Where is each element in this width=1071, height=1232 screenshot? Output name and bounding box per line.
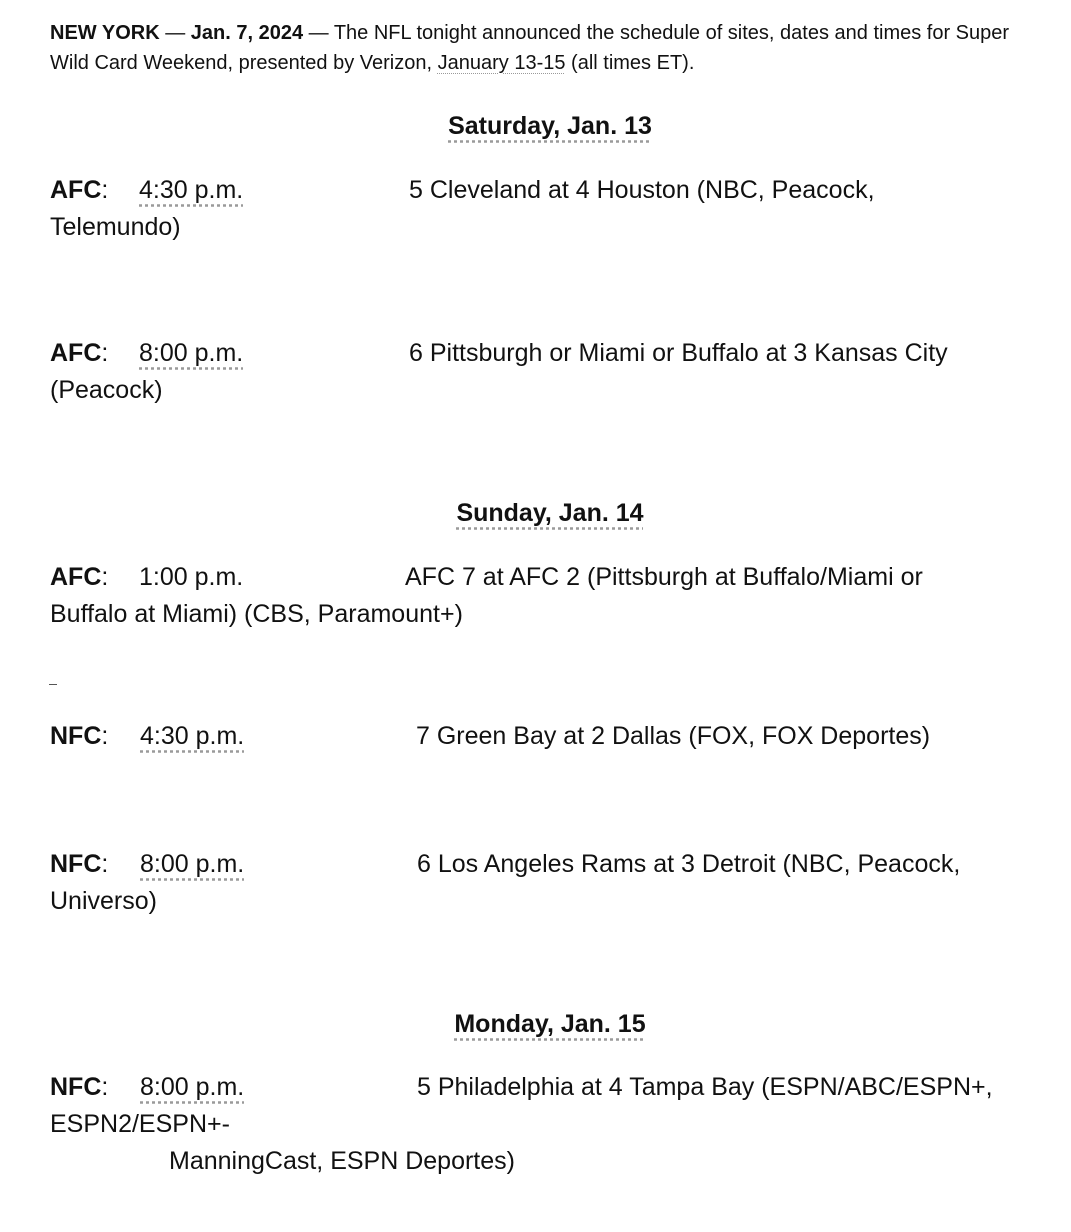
game-row	[50, 718, 1040, 755]
conference-colon: :	[101, 1073, 109, 1101]
day-heading-label[interactable]: Saturday, Jan. 13	[448, 112, 652, 140]
game-time	[140, 1069, 244, 1106]
conference-colon: :	[101, 339, 109, 367]
game-row	[50, 172, 1040, 246]
conference-label: NFC	[50, 1073, 102, 1101]
intro-text: — The NFL tonight announced the schedule of sites, dates and times for Super Wild Card Weekend, presented by Verizon,	[50, 22, 1010, 74]
day-heading-sunday	[0, 499, 1071, 528]
game-matchup: 7 Green Bay at 2 Dallas (FOX, FOX Deportes)	[416, 722, 931, 750]
game-matchup: 6 Los Angeles Rams at 3 Detroit (NBC, Peacock,	[417, 850, 961, 878]
game-row	[50, 1069, 1040, 1180]
dateline-separator: —	[159, 22, 191, 44]
game-matchup-continued-2: ManningCast, ESPN Deportes)	[169, 1147, 515, 1175]
game-matchup: AFC 7 at AFC 2 (Pittsburgh at Buffalo/Miami or	[405, 563, 923, 591]
day-heading-label[interactable]: Sunday, Jan. 14	[456, 499, 644, 527]
date-range-link[interactable]: January 13-15	[437, 52, 566, 74]
game-time-link[interactable]: 8:00 p.m.	[139, 339, 244, 367]
game-row	[50, 559, 1040, 633]
day-heading-monday	[0, 1010, 1071, 1039]
game-time	[140, 718, 244, 755]
game-matchup: 5 Cleveland at 4 Houston (NBC, Peacock,	[409, 176, 875, 204]
game-time	[139, 172, 243, 209]
separator-dash	[49, 684, 57, 685]
game-time	[139, 335, 243, 372]
game-time	[139, 559, 243, 596]
conference-colon: :	[101, 563, 109, 591]
conference-label: AFC	[50, 563, 102, 591]
conference-colon: :	[101, 850, 109, 878]
game-matchup: 6 Pittsburgh or Miami or Buffalo at 3 Kansas City	[409, 339, 948, 367]
day-heading-saturday	[0, 112, 1071, 141]
game-matchup-continued: ESPN2/ESPN+-	[50, 1110, 230, 1138]
intro-tail: (all times ET).	[565, 52, 695, 74]
conference-label: AFC	[50, 339, 102, 367]
game-matchup-continued: Universo)	[50, 887, 157, 915]
game-time-link[interactable]: 8:00 p.m.	[140, 850, 245, 878]
game-matchup-continued: Buffalo at Miami) (CBS, Paramount+)	[50, 600, 463, 628]
conference-label: NFC	[50, 722, 102, 750]
day-heading-label[interactable]: Monday, Jan. 15	[454, 1010, 646, 1038]
game-matchup-continued: (Peacock)	[50, 376, 163, 404]
game-time	[140, 846, 244, 883]
game-row	[50, 335, 1040, 409]
game-matchup-continued: Telemundo)	[50, 213, 181, 241]
game-time-link[interactable]: 8:00 p.m.	[140, 1073, 245, 1101]
intro-paragraph	[50, 18, 1040, 78]
game-matchup: 5 Philadelphia at 4 Tampa Bay (ESPN/ABC/ESPN+,	[417, 1073, 993, 1101]
conference-label: NFC	[50, 850, 102, 878]
conference-colon: :	[101, 722, 109, 750]
game-time-text: 1:00 p.m.	[139, 563, 244, 591]
dateline-location: NEW YORK	[50, 22, 160, 44]
dateline-date: Jan. 7, 2024	[190, 22, 304, 44]
game-time-link[interactable]: 4:30 p.m.	[140, 722, 245, 750]
conference-colon: :	[101, 176, 109, 204]
game-row	[50, 846, 1040, 920]
conference-label: AFC	[50, 176, 102, 204]
game-time-link[interactable]: 4:30 p.m.	[139, 176, 244, 204]
